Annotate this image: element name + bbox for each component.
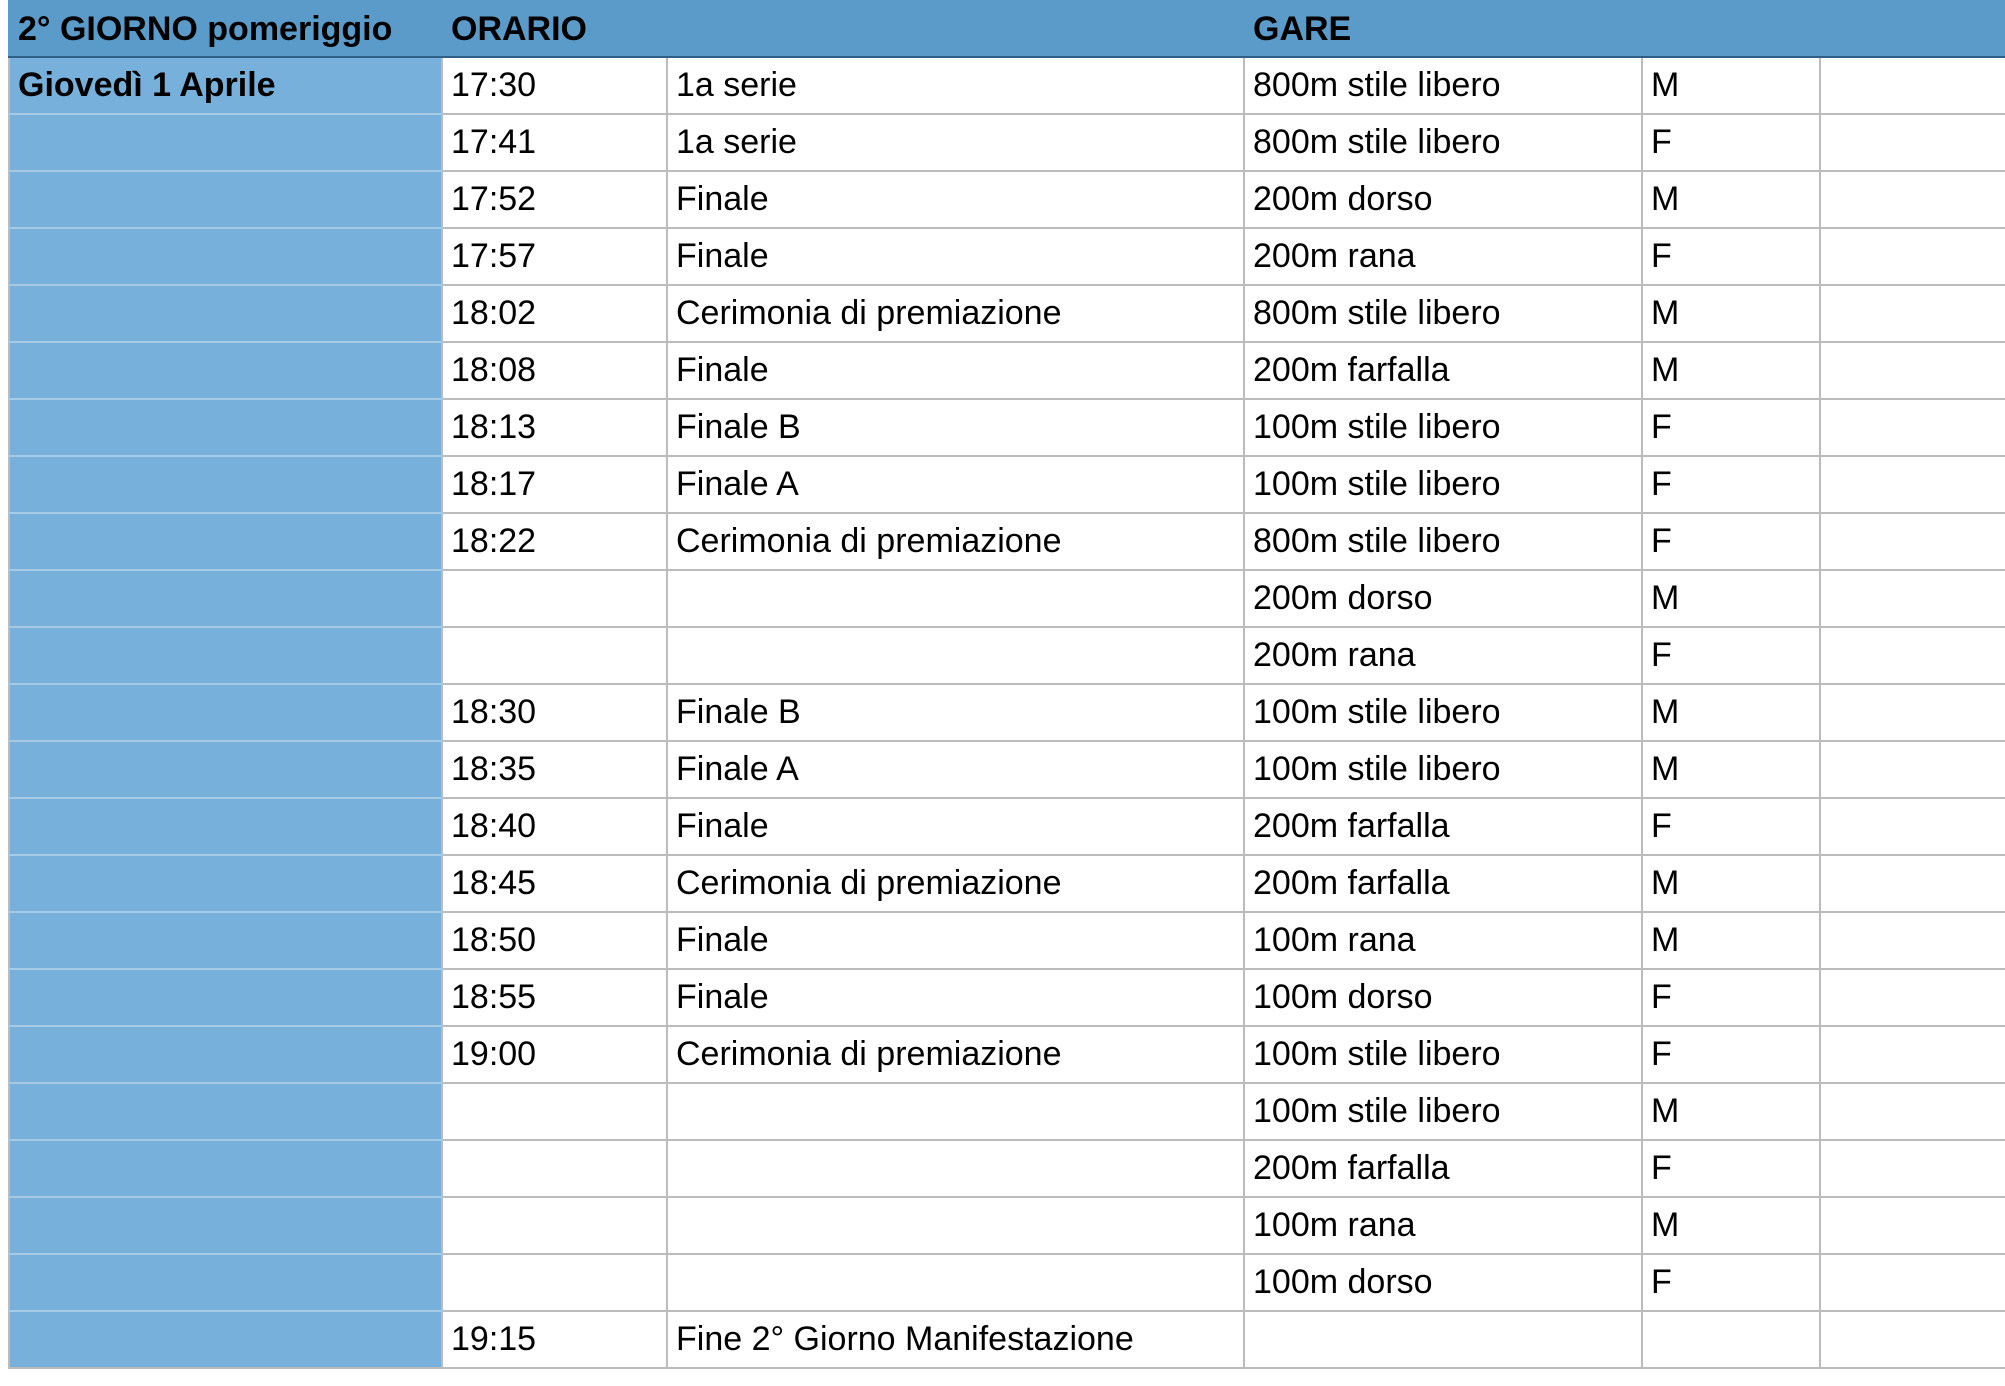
day-column-cell[interactable]: [9, 969, 442, 1026]
empty-cell[interactable]: [1820, 456, 2005, 513]
day-column-cell[interactable]: [9, 1311, 442, 1368]
event-cell[interactable]: 200m farfalla: [1244, 1140, 1642, 1197]
day-column-cell[interactable]: [9, 228, 442, 285]
time-cell[interactable]: [442, 570, 667, 627]
phase-cell[interactable]: Finale: [667, 171, 1244, 228]
table-row: [9, 855, 2005, 912]
event-cell[interactable]: 800m stile libero: [1244, 513, 1642, 570]
table-row: [9, 627, 2005, 684]
table-row: [9, 1083, 2005, 1140]
gender-cell[interactable]: F: [1642, 1140, 1820, 1197]
event-cell[interactable]: 200m farfalla: [1244, 342, 1642, 399]
table-row: [9, 114, 2005, 171]
time-cell[interactable]: [442, 627, 667, 684]
time-cell[interactable]: 18:22: [442, 513, 667, 570]
table-row: [9, 57, 2005, 114]
event-cell[interactable]: 200m rana: [1244, 228, 1642, 285]
phase-cell[interactable]: Finale: [667, 342, 1244, 399]
gender-cell[interactable]: M: [1642, 342, 1820, 399]
table-row: [9, 1311, 2005, 1368]
day-column-cell[interactable]: [9, 1026, 442, 1083]
phase-cell[interactable]: Finale B: [667, 399, 1244, 456]
gender-cell[interactable]: M: [1642, 57, 1820, 114]
empty-cell[interactable]: [1820, 1026, 2005, 1083]
time-cell[interactable]: 19:15: [442, 1311, 667, 1368]
time-cell[interactable]: [442, 1254, 667, 1311]
day-column-cell[interactable]: [9, 1197, 442, 1254]
extra-header-cell[interactable]: [1820, 1, 2005, 57]
day-column-cell[interactable]: [9, 342, 442, 399]
table-row: [9, 456, 2005, 513]
time-cell[interactable]: [442, 1197, 667, 1254]
day-column-cell[interactable]: [9, 1083, 442, 1140]
gender-cell[interactable]: M: [1642, 912, 1820, 969]
table-row: [9, 513, 2005, 570]
phase-header-cell[interactable]: [667, 1, 1244, 57]
gender-cell[interactable]: M: [1642, 171, 1820, 228]
event-cell[interactable]: 200m farfalla: [1244, 855, 1642, 912]
gender-cell[interactable]: F: [1642, 1026, 1820, 1083]
phase-cell[interactable]: [667, 627, 1244, 684]
phase-cell[interactable]: Finale: [667, 228, 1244, 285]
event-cell[interactable]: 800m stile libero: [1244, 285, 1642, 342]
day-column-cell[interactable]: [9, 912, 442, 969]
event-cell[interactable]: 200m farfalla: [1244, 798, 1642, 855]
gender-cell[interactable]: F: [1642, 114, 1820, 171]
phase-cell[interactable]: Finale: [667, 912, 1244, 969]
event-cell[interactable]: 800m stile libero: [1244, 57, 1642, 114]
empty-cell[interactable]: [1820, 1197, 2005, 1254]
empty-cell[interactable]: [1820, 171, 2005, 228]
empty-cell[interactable]: [1820, 912, 2005, 969]
spreadsheet: [8, 0, 2005, 1386]
day-column-cell[interactable]: [9, 570, 442, 627]
empty-cell[interactable]: [1820, 285, 2005, 342]
phase-cell[interactable]: [667, 1197, 1244, 1254]
table-row: [9, 1026, 2005, 1083]
schedule-table: [8, 0, 2005, 1369]
table-row: [9, 798, 2005, 855]
empty-cell[interactable]: [1820, 741, 2005, 798]
time-cell[interactable]: 19:00: [442, 1026, 667, 1083]
event-cell[interactable]: 100m rana: [1244, 1197, 1642, 1254]
gender-cell[interactable]: F: [1642, 1254, 1820, 1311]
empty-cell[interactable]: [1820, 114, 2005, 171]
table-row: [9, 1254, 2005, 1311]
table-row: [9, 1140, 2005, 1197]
time-cell[interactable]: 18:35: [442, 741, 667, 798]
event-cell[interactable]: 800m stile libero: [1244, 114, 1642, 171]
table-row: [9, 171, 2005, 228]
time-cell[interactable]: 18:30: [442, 684, 667, 741]
day-column-cell[interactable]: [9, 171, 442, 228]
time-cell[interactable]: 18:55: [442, 969, 667, 1026]
time-cell[interactable]: [442, 1140, 667, 1197]
day-column-cell[interactable]: [9, 513, 442, 570]
phase-cell[interactable]: Finale A: [667, 741, 1244, 798]
gender-cell[interactable]: M: [1642, 855, 1820, 912]
day-column-cell[interactable]: [9, 798, 442, 855]
time-cell[interactable]: 18:50: [442, 912, 667, 969]
phase-cell[interactable]: Fine 2° Giorno Manifestazione: [667, 1311, 1244, 1368]
phase-cell[interactable]: Finale: [667, 798, 1244, 855]
event-cell[interactable]: [1244, 1311, 1642, 1368]
phase-cell[interactable]: Finale: [667, 969, 1244, 1026]
day-column-cell[interactable]: [9, 627, 442, 684]
empty-cell[interactable]: [1820, 570, 2005, 627]
day-title-cell[interactable]: 2° GIORNO pomeriggio: [9, 1, 442, 57]
empty-cell[interactable]: [1820, 57, 2005, 114]
gender-cell[interactable]: M: [1642, 741, 1820, 798]
gender-cell[interactable]: M: [1642, 285, 1820, 342]
time-header-cell[interactable]: ORARIO: [442, 1, 667, 57]
phase-cell[interactable]: Cerimonia di premiazione: [667, 285, 1244, 342]
table-row: [9, 228, 2005, 285]
day-column-cell[interactable]: [9, 456, 442, 513]
event-cell[interactable]: 100m stile libero: [1244, 456, 1642, 513]
empty-cell[interactable]: [1820, 627, 2005, 684]
event-cell[interactable]: 100m stile libero: [1244, 1083, 1642, 1140]
empty-cell[interactable]: [1820, 1083, 2005, 1140]
table-row: [9, 1197, 2005, 1254]
gender-cell[interactable]: F: [1642, 456, 1820, 513]
empty-cell[interactable]: [1820, 228, 2005, 285]
time-cell[interactable]: 17:30: [442, 57, 667, 114]
table-row: [9, 741, 2005, 798]
empty-cell[interactable]: [1820, 1311, 2005, 1368]
day-column-cell[interactable]: [9, 684, 442, 741]
event-cell[interactable]: 100m stile libero: [1244, 684, 1642, 741]
phase-cell[interactable]: Finale A: [667, 456, 1244, 513]
event-cell[interactable]: 100m stile libero: [1244, 1026, 1642, 1083]
time-cell[interactable]: 17:57: [442, 228, 667, 285]
table-row: [9, 969, 2005, 1026]
time-cell[interactable]: [442, 1083, 667, 1140]
table-row: [9, 570, 2005, 627]
empty-cell[interactable]: [1820, 1254, 2005, 1311]
day-column-cell[interactable]: [9, 1140, 442, 1197]
day-column-cell[interactable]: [9, 399, 442, 456]
time-cell[interactable]: 18:08: [442, 342, 667, 399]
phase-cell[interactable]: Cerimonia di premiazione: [667, 1026, 1244, 1083]
time-cell[interactable]: 18:45: [442, 855, 667, 912]
phase-cell[interactable]: [667, 1083, 1244, 1140]
empty-cell[interactable]: [1820, 855, 2005, 912]
gender-cell[interactable]: F: [1642, 399, 1820, 456]
phase-cell[interactable]: [667, 1254, 1244, 1311]
time-cell[interactable]: 18:40: [442, 798, 667, 855]
gender-cell[interactable]: F: [1642, 627, 1820, 684]
phase-cell[interactable]: Cerimonia di premiazione: [667, 513, 1244, 570]
day-column-cell[interactable]: [9, 285, 442, 342]
empty-cell[interactable]: [1820, 342, 2005, 399]
phase-cell[interactable]: 1a serie: [667, 57, 1244, 114]
event-cell[interactable]: 100m dorso: [1244, 969, 1642, 1026]
event-cell[interactable]: 100m stile libero: [1244, 741, 1642, 798]
phase-cell[interactable]: Finale B: [667, 684, 1244, 741]
table-row: [9, 912, 2005, 969]
gender-cell[interactable]: M: [1642, 570, 1820, 627]
gender-cell[interactable]: F: [1642, 228, 1820, 285]
event-cell[interactable]: 200m dorso: [1244, 570, 1642, 627]
event-cell[interactable]: 100m dorso: [1244, 1254, 1642, 1311]
empty-cell[interactable]: [1820, 1140, 2005, 1197]
header-row: [9, 1, 2005, 57]
table-row: [9, 342, 2005, 399]
phase-cell[interactable]: [667, 570, 1244, 627]
table-row: [9, 399, 2005, 456]
empty-cell[interactable]: [1820, 684, 2005, 741]
time-cell[interactable]: 17:52: [442, 171, 667, 228]
gender-cell[interactable]: M: [1642, 1197, 1820, 1254]
time-cell[interactable]: 18:13: [442, 399, 667, 456]
gender-cell[interactable]: M: [1642, 684, 1820, 741]
date-cell[interactable]: Giovedì 1 Aprile: [9, 57, 442, 114]
gender-cell[interactable]: F: [1642, 798, 1820, 855]
day-column-cell[interactable]: [9, 1254, 442, 1311]
phase-cell[interactable]: [667, 1140, 1244, 1197]
event-cell[interactable]: 200m rana: [1244, 627, 1642, 684]
empty-cell[interactable]: [1820, 969, 2005, 1026]
day-column-cell[interactable]: [9, 741, 442, 798]
gender-cell[interactable]: F: [1642, 969, 1820, 1026]
day-column-cell[interactable]: [9, 855, 442, 912]
empty-cell[interactable]: [1820, 399, 2005, 456]
gender-cell[interactable]: [1642, 1311, 1820, 1368]
empty-cell[interactable]: [1820, 513, 2005, 570]
table-row: [9, 684, 2005, 741]
time-cell[interactable]: 17:41: [442, 114, 667, 171]
event-header-cell[interactable]: GARE: [1244, 1, 1642, 57]
time-cell[interactable]: 18:17: [442, 456, 667, 513]
gender-cell[interactable]: M: [1642, 1083, 1820, 1140]
event-cell[interactable]: 100m stile libero: [1244, 399, 1642, 456]
time-cell[interactable]: 18:02: [442, 285, 667, 342]
day-column-cell[interactable]: [9, 114, 442, 171]
event-cell[interactable]: 200m dorso: [1244, 171, 1642, 228]
empty-cell[interactable]: [1820, 798, 2005, 855]
phase-cell[interactable]: Cerimonia di premiazione: [667, 855, 1244, 912]
phase-cell[interactable]: 1a serie: [667, 114, 1244, 171]
gender-cell[interactable]: F: [1642, 513, 1820, 570]
gender-header-cell[interactable]: [1642, 1, 1820, 57]
event-cell[interactable]: 100m rana: [1244, 912, 1642, 969]
table-row: [9, 285, 2005, 342]
